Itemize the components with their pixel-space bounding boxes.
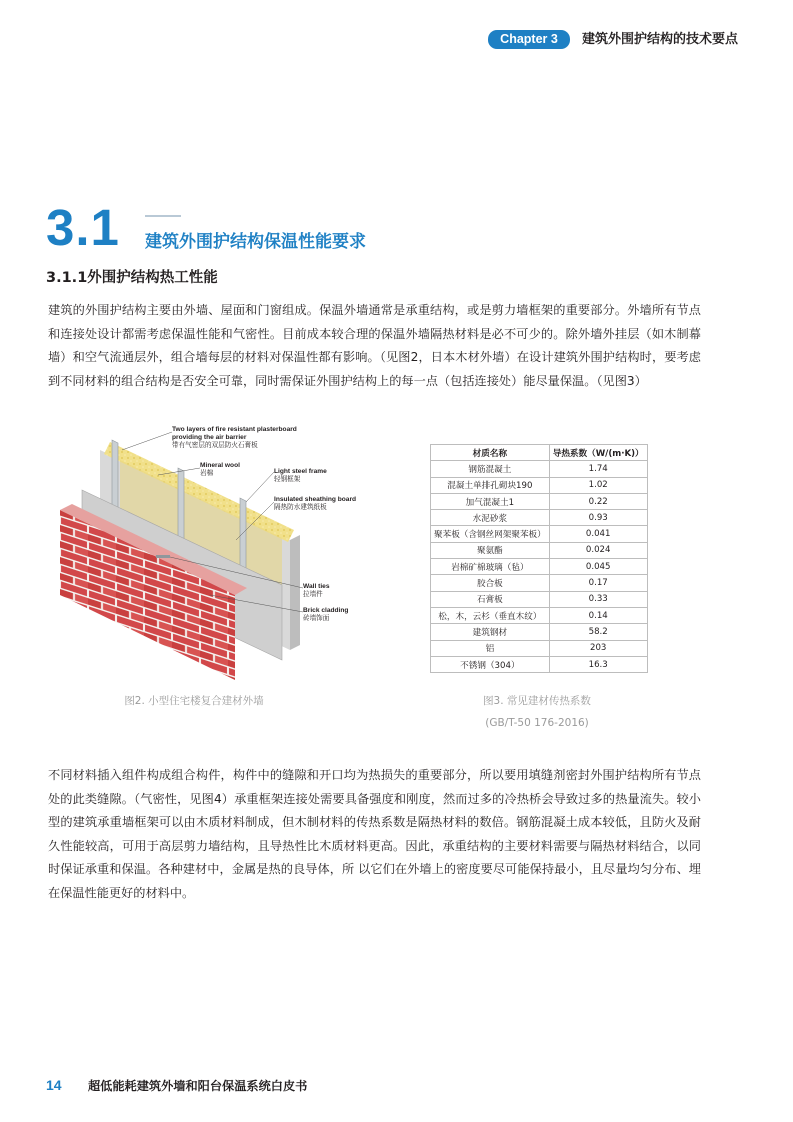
subsection-title: 3.1.1外围护结构热工性能 [46,270,218,286]
table-cell-conductivity: 0.33 [549,591,647,607]
figure3-caption: 图3. 常见建材传热系数 [483,695,591,707]
table-cell-material: 聚氨酯 [431,542,550,558]
chapter-badge: Chapter 3 [488,30,570,49]
section-title-rule [145,215,181,217]
table-cell-conductivity: 16.3 [549,656,647,672]
section-number: 3.1 [46,199,120,256]
table-row [431,542,648,558]
table-cell-material: 混凝土单排孔砌块190 [431,477,550,493]
label-mineral-wool: Mineral wool 岩棉 [200,462,240,477]
table-cell-conductivity: 1.74 [549,461,647,477]
table-row [431,607,648,623]
table-cell-material: 石膏板 [431,591,550,607]
label-sheathing-board: Insulated sheathing board 隔热防水建筑纸板 [274,496,357,511]
label-steel-frame: Light steel frame 轻钢框架 [274,468,327,483]
table-cell-material: 岩棉矿棉玻璃（毡） [431,559,550,575]
section-title: 建筑外围护结构保温性能要求 [145,232,366,252]
table-cell-material: 水泥砂浆 [431,510,550,526]
table-row [431,461,648,477]
chapter-title: 建筑外围护结构的技术要点 [582,32,739,47]
table-cell-material: 胶合板 [431,575,550,591]
table-cell-material: 不锈钢（304） [431,656,550,672]
table-row [431,526,648,542]
table-cell-conductivity: 0.22 [549,493,647,509]
table-header-conductivity: 导热系数（W/(m·K)） [549,445,647,461]
table-row [431,477,648,493]
table-row [431,591,648,607]
body-paragraph-2: 不同材料插入组件构成组合构件，构件中的缝隙和开口均为热损失的重要部分，所以要用填缝剂密封外围护结构所有节点处的此类缝隙。（气密性，见图4）承重框架连接处需要具备强度和刚度，然而过多的冷热桥会导致过多的热量流失。较小型的建筑承重墙框架可以由木质材料制成，但木制材料的传热系数是隔热材料的数倍。钢筋混凝土成本较低，且防火及耐久性能较高，可用于高层剪力墙结构，且导热性比木质材料更高。因此，承重结构的主要材料需要与隔热材料结合，以同时保证承重和保温。各种建材中，金属是热的良导体，所 以它们在外墙上的密度要尽可能保持最小，且尽量均匀分布、埋在保温性能更好的材料中。 [48,768,701,900]
table-cell-conductivity: 0.17 [549,575,647,591]
table-header-material: 材质名称 [431,445,550,461]
table-row [431,640,648,656]
figure3-standard: (GB/T-50 176-2016) [485,717,589,729]
label-plasterboard: Two layers of fire resistant plasterboard providing the air barrier 带有气密层的双层防火石膏板 [172,426,297,449]
table-cell-material: 钢筋混凝土 [431,461,550,477]
table-cell-conductivity: 0.024 [549,542,647,558]
table-cell-conductivity: 0.045 [549,559,647,575]
table-row [431,575,648,591]
thermal-conductivity-table [430,444,648,673]
table-cell-conductivity: 1.02 [549,477,647,493]
footer-book-title: 超低能耗建筑外墙和阳台保温系统白皮书 [88,1079,308,1093]
table-cell-conductivity: 203 [549,640,647,656]
label-brick-cladding: Brick cladding 砖墙饰面 [303,607,349,622]
table-row [431,624,648,640]
table-row [431,493,648,509]
table-cell-material: 松，木，云杉（垂直木纹） [431,607,550,623]
table-row [431,510,648,526]
table-cell-material: 铝 [431,640,550,656]
table-row [431,559,648,575]
body-paragraph-1: 建筑的外围护结构主要由外墙、屋面和门窗组成。保温外墙通常是承重结构，或是剪力墙框架的重要部分。外墙所有节点和连接处设计都需考虑保温性能和气密性。目前成本较合理的保温外墙隔热材料是必不可少的。除外墙外挂层（如木制幕墙）和空气流通层外，组合墙每层的材料对保温性都有影响。（见图2，日本木材外墙）在设计建筑外围护结构时，要考虑到不同材料的组合结构是否安全可靠，同时需保证外围护结构上的每一点（包括连接处）能尽量保温。（见图3） [48,303,701,388]
wall-section-figure [60,420,380,680]
table-cell-conductivity: 0.041 [549,526,647,542]
table-row [431,656,648,672]
table-header-row [431,445,648,461]
table-cell-conductivity: 0.93 [549,510,647,526]
table-cell-material: 加气混凝土1 [431,493,550,509]
figure2-caption: 图2. 小型住宅楼复合建材外墙 [124,695,264,707]
table-cell-conductivity: 58.2 [549,624,647,640]
table-cell-material: 建筑钢材 [431,624,550,640]
table-cell-material: 聚苯板（含钢丝网架聚苯板） [431,526,550,542]
label-wall-ties: Wall ties 拉墙件 [303,583,330,598]
table-cell-conductivity: 0.14 [549,607,647,623]
page-number: 14 [46,1077,62,1093]
wall-section-illustration [60,420,380,680]
